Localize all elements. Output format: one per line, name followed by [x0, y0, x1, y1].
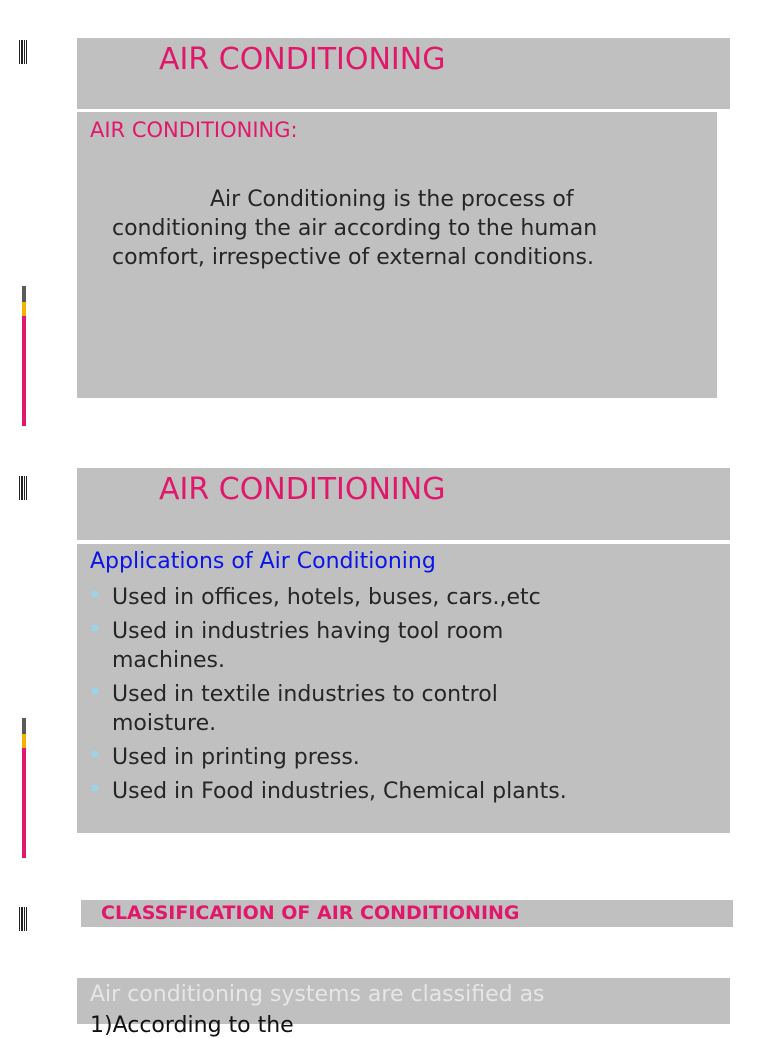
- slide1-subtitle: AIR CONDITIONING:: [90, 118, 298, 142]
- side-accent-bar: [22, 286, 26, 426]
- list-item: Used in offices, hotels, buses, cars.,etc: [90, 583, 690, 612]
- slide3-cut-line: 1)According to the: [90, 1013, 294, 1038]
- slide3-intro: Air conditioning systems are classified as: [90, 982, 545, 1007]
- paragraph-line: comfort, irrespective of external conditions.: [112, 245, 594, 270]
- bullet-icon: [92, 625, 98, 631]
- list-item: Used in industries having tool room machines.: [90, 617, 562, 675]
- paragraph-line: Air Conditioning is the process of: [210, 187, 574, 212]
- slide2-content-box: [77, 544, 730, 833]
- bullet-icon: [92, 751, 98, 757]
- list-item: Used in Food industries, Chemical plants.: [90, 777, 690, 806]
- bullet-icon: [92, 688, 98, 694]
- list-item: Used in textile industries to control moisture.: [90, 680, 562, 738]
- slide1-content-box: [77, 112, 717, 398]
- bullet-icon: [92, 591, 98, 597]
- paragraph-line: conditioning the air according to the human: [112, 216, 598, 241]
- slide2-title-box: [77, 468, 730, 540]
- slide3-title-box: [81, 900, 733, 927]
- bullet-icon: [92, 785, 98, 791]
- slide-marker-icon: [19, 476, 29, 500]
- applications-list: [90, 583, 690, 811]
- list-item: Used in printing press.: [90, 743, 690, 772]
- slide-marker-icon: [19, 40, 29, 64]
- slide1-title: AIR CONDITIONING: [159, 42, 446, 77]
- slide1-paragraph: [112, 185, 702, 272]
- slide1-title-box: [77, 38, 730, 109]
- slide2-title: AIR CONDITIONING: [159, 472, 446, 507]
- slide3-content-box: [77, 978, 730, 1038]
- side-accent-bar: [22, 718, 26, 858]
- slide3-title: CLASSIFICATION OF AIR CONDITIONING: [101, 902, 520, 924]
- applications-heading: Applications of Air Conditioning: [90, 549, 436, 574]
- slide-marker-icon: [19, 907, 29, 931]
